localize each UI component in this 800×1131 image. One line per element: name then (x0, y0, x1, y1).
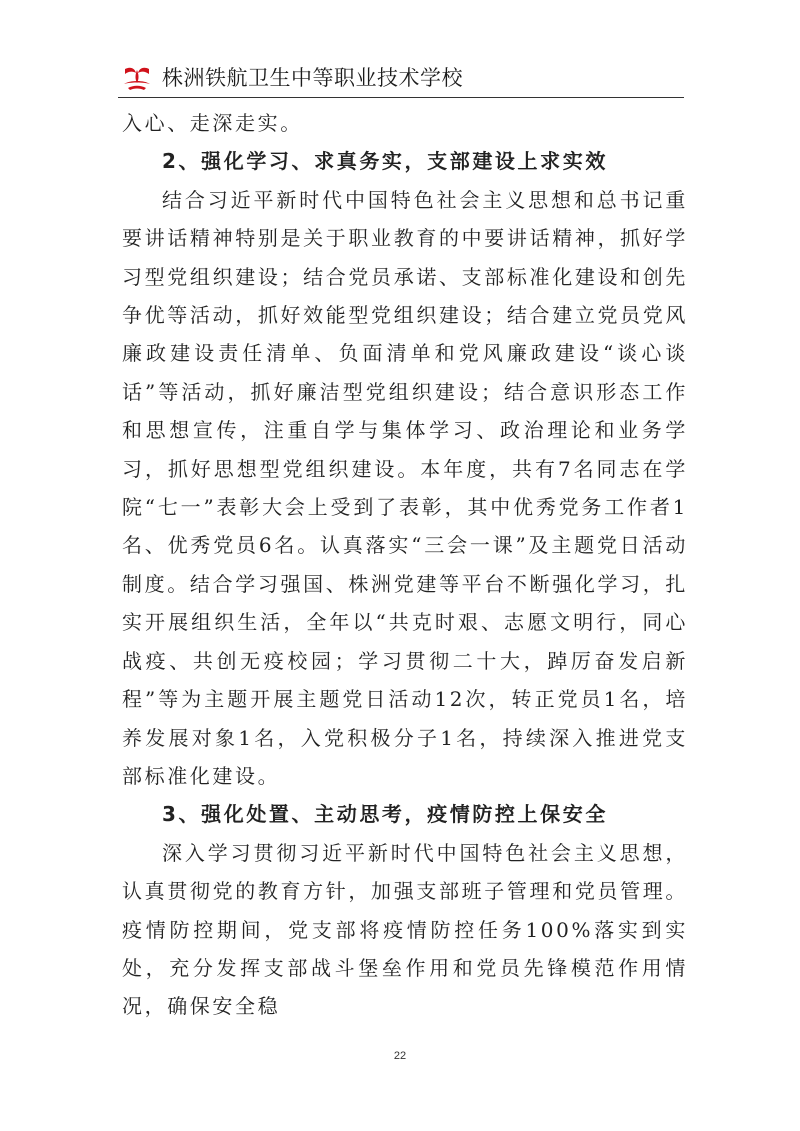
section-heading-2: 2、强化学习、求真务实，支部建设上求实效 (162, 149, 608, 174)
document-body (122, 104, 688, 1026)
school-logo-icon (122, 65, 152, 91)
section-2-paragraph: 结合习近平新时代中国特色社会主义思想和总书记重要讲话精神特别是关于职业教育的中要讲话精神，抓好学习型党组织建设；结合党员承诺、支部标准化建设和创先争优等活动，抓好效能型党组织建设；结合建立党员党风廉政建设责任清单、负面清单和党风廉政建设“谈心谈话”等活动，抓好廉洁型党组织建设；结合意识形态工作和思想宣传，注重自学与集体学习、政治理论和业务学习，抓好思想型党组织建设。本年度，共有7名同志在学院“七一”表彰大会上受到了表彰，其中优秀党务工作者1名、优秀党员6名。认真落实“三会一课”及主题党日活动制度。结合学习强国、株洲党建等平台不断强化学习，扎实开展组织生活，全年以“共克时艰、志愿文明行，同心战疫、共创无疫校园；学习贯彻二十大，踔厉奋发启新程”等为主题开展主题党日活动12次，转正党员1名，培养发展对象1名，入党积极分子1名，持续深入推进党支部标准化建设。 (122, 187, 688, 788)
continuation-line: 入心、走深走实。 (122, 111, 303, 135)
school-name: 株洲铁航卫生中等职业技术学校 (162, 66, 463, 90)
header-rule (118, 97, 684, 98)
section-heading-3: 3、强化处置、主动思考，疫情防控上保安全 (162, 802, 608, 827)
page-number: 22 (393, 1050, 407, 1062)
section-3-paragraph: 深入学习贯彻习近平新时代中国特色社会主义思想，认真贯彻党的教育方针，加强支部班子管理和党员管理。疫情防控期间，党支部将疫情防控任务100%落实到实处，充分发挥支部战斗堡垒作用和党员先锋模范作用情况，确保安全稳 (122, 840, 688, 1019)
page-header (118, 62, 684, 96)
